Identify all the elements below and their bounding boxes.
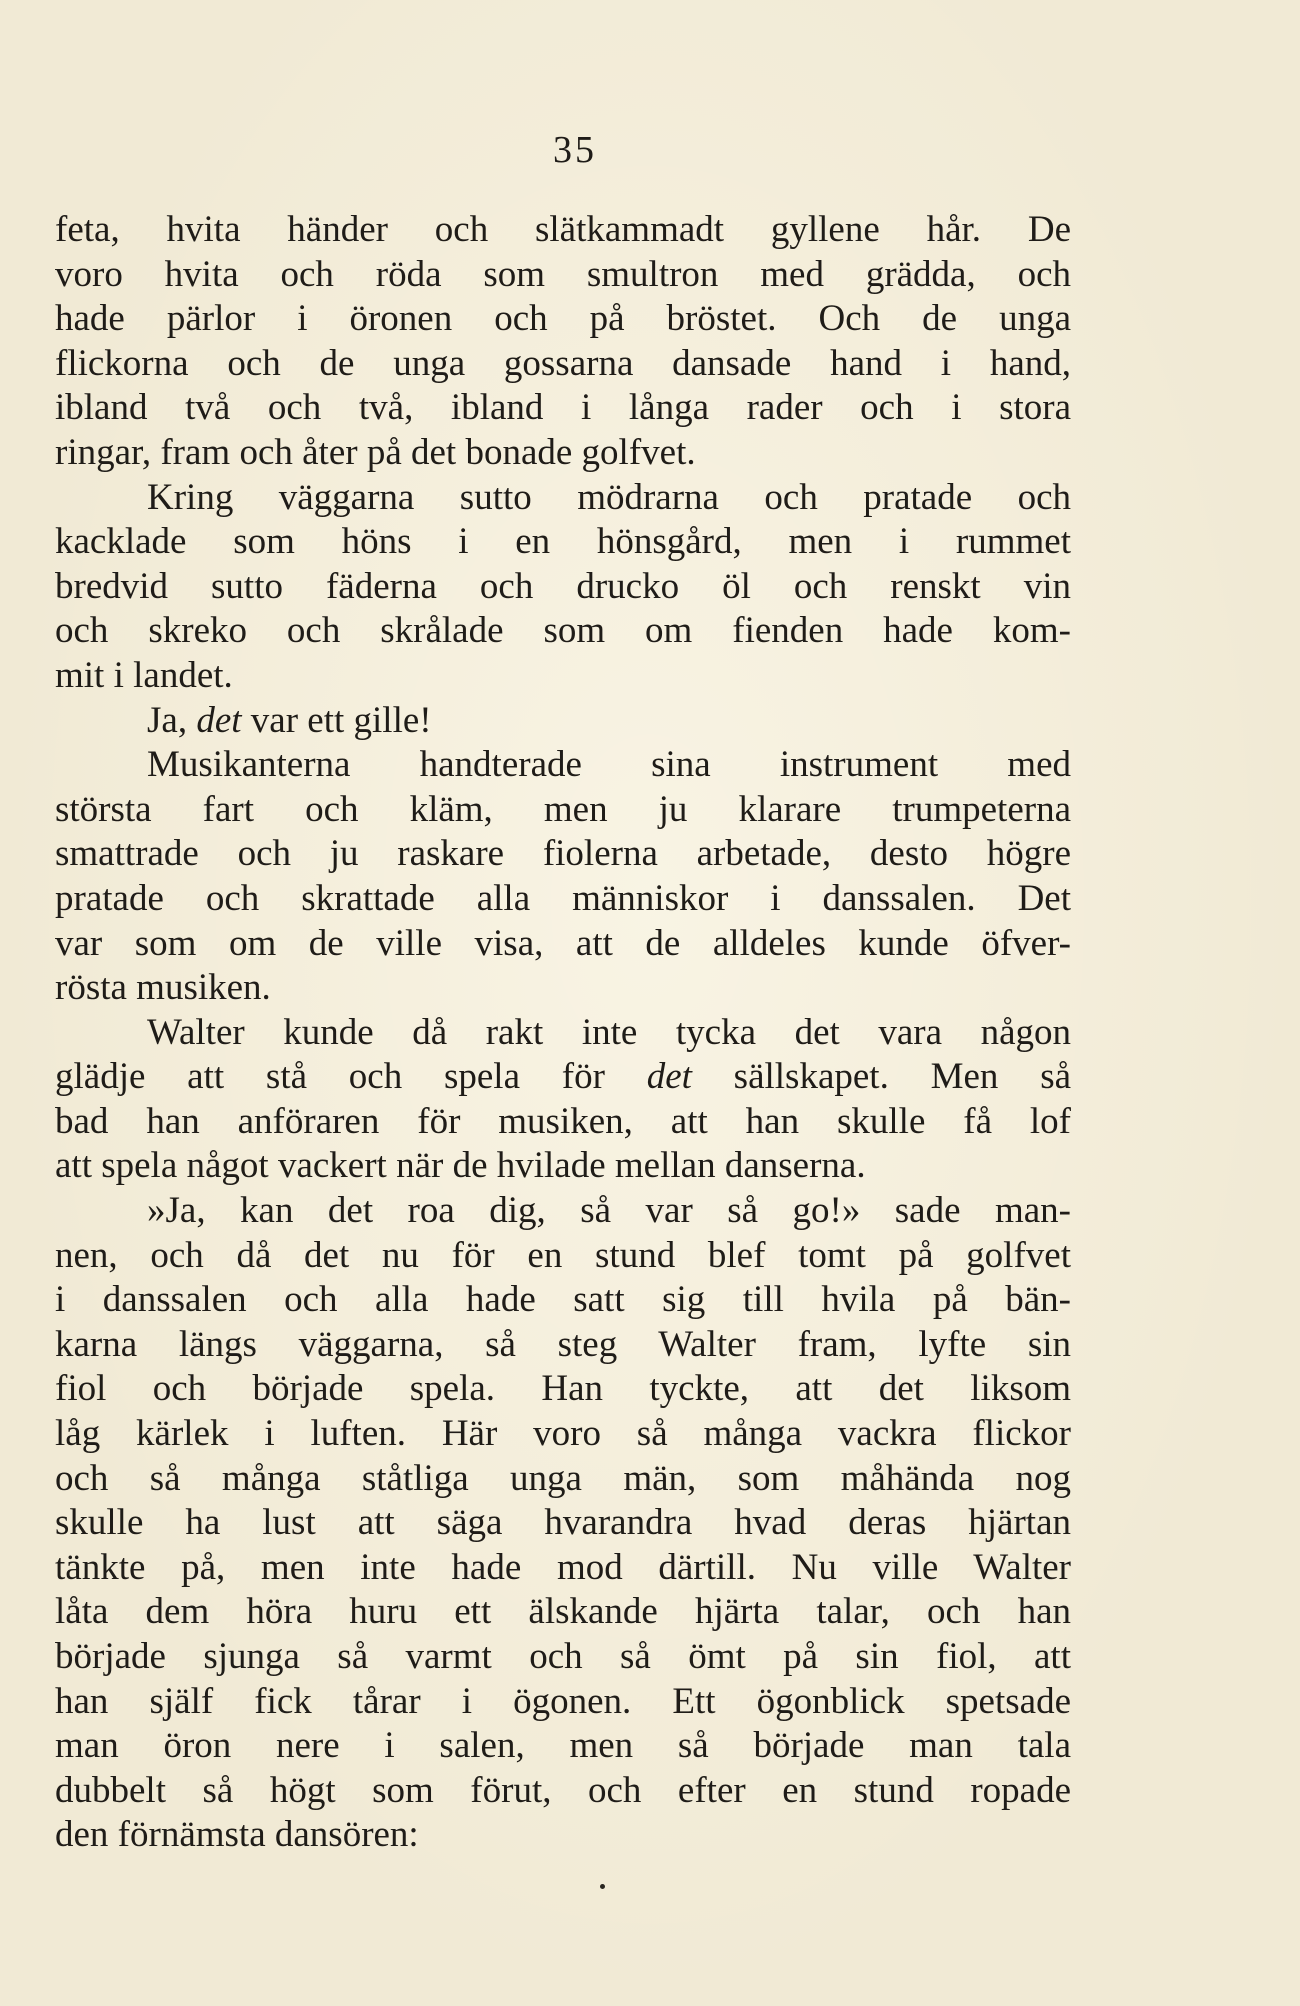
emphasized-word: det [646, 1056, 692, 1098]
text-line: mit i landet. [55, 654, 233, 696]
text-line: och så många ståtliga unga män, som måhända nog [55, 1457, 1071, 1499]
text-line: låg kärlek i luften. Här voro så många vackra flickor [55, 1413, 1071, 1455]
text-line: skulle ha lust att säga hvarandra hvad deras hjärtan [55, 1502, 1071, 1544]
text-line: låta dem höra huru ett älskande hjärta talar, och han [55, 1591, 1071, 1633]
text-line: den förnämsta dansören: [55, 1814, 419, 1856]
text-segment: Ja, [147, 699, 197, 741]
text-line: tänkte på, men inte hade mod därtill. Nu ville Walter [55, 1546, 1071, 1588]
text-line: feta, hvita händer och slätkammadt gyllene hår. De [55, 209, 1071, 250]
text-segment: var ett gille! [241, 699, 432, 741]
text-line-mixed [55, 699, 1071, 744]
text-line: i danssalen och alla hade satt sig till hvila på bän- [55, 1279, 1071, 1321]
text-line: Musikanterna handterade sina instrument med [147, 744, 1071, 786]
text-line: pratade och skrattade alla människor i danssalen. Det [55, 877, 1071, 919]
text-line: och skreko och skrålade som om fienden hade kom- [55, 610, 1071, 652]
text-segment: glädje att stå och spela för [55, 1056, 647, 1098]
text-line: »Ja, kan det roa dig, så var så go!» sade man- [147, 1190, 1071, 1232]
text-segment: sällskapet. Men så [691, 1056, 1072, 1098]
text-line: rösta musiken. [55, 967, 271, 1009]
emphasized-word: det [196, 699, 242, 741]
text-line: han själf fick tårar i ögonen. Ett ögonblick spetsade [55, 1680, 1071, 1722]
text-line: flickorna och de unga gossarna dansade hand i hand, [55, 342, 1071, 384]
text-line: kacklade som höns i en hönsgård, men i rummet [55, 521, 1071, 563]
ink-speck [600, 1884, 605, 1889]
text-line: Kring väggarna sutto mödrarna och pratade och [147, 476, 1071, 518]
text-line: dubbelt så högt som förut, och efter en stund ropade [55, 1769, 1071, 1811]
text-line: karna längs väggarna, så steg Walter fram, lyfte sin [55, 1323, 1071, 1365]
text-line: var som om de ville visa, att de alldeles kunde öfver- [55, 922, 1071, 964]
text-line: att spela något vackert när de hvilade mellan danserna. [55, 1145, 866, 1187]
text-line: började sjunga så varmt och så ömt på sin fiol, att [55, 1636, 1071, 1677]
text-line: ibland två och två, ibland i långa rader och i stora [55, 387, 1071, 429]
text-line-mixed [55, 1055, 1071, 1100]
text-line: fiol och började spela. Han tyckte, att det liksom [55, 1368, 1071, 1410]
body-text [55, 208, 1071, 1858]
text-line: största fart och kläm, men ju klarare trumpeterna [55, 788, 1071, 830]
text-line: ringar, fram och åter på det bonade golfvet. [55, 431, 696, 473]
text-line: hade pärlor i öronen och på bröstet. Och de unga [55, 298, 1071, 340]
text-line: nen, och då det nu för en stund blef tomt på golfvet [55, 1234, 1071, 1276]
text-line: man öron nere i salen, men så började man tala [55, 1725, 1071, 1767]
text-line: smattrade och ju raskare fiolerna arbetade, desto högre [55, 833, 1071, 875]
page-number: 35 [553, 129, 597, 171]
text-line: bad han anföraren för musiken, att han skulle få lof [55, 1100, 1071, 1142]
text-line: bredvid sutto fäderna och drucko öl och renskt vin [55, 565, 1071, 607]
text-line: Walter kunde då rakt inte tycka det vara någon [147, 1011, 1071, 1053]
text-line: voro hvita och röda som smultron med grädda, och [55, 253, 1071, 295]
